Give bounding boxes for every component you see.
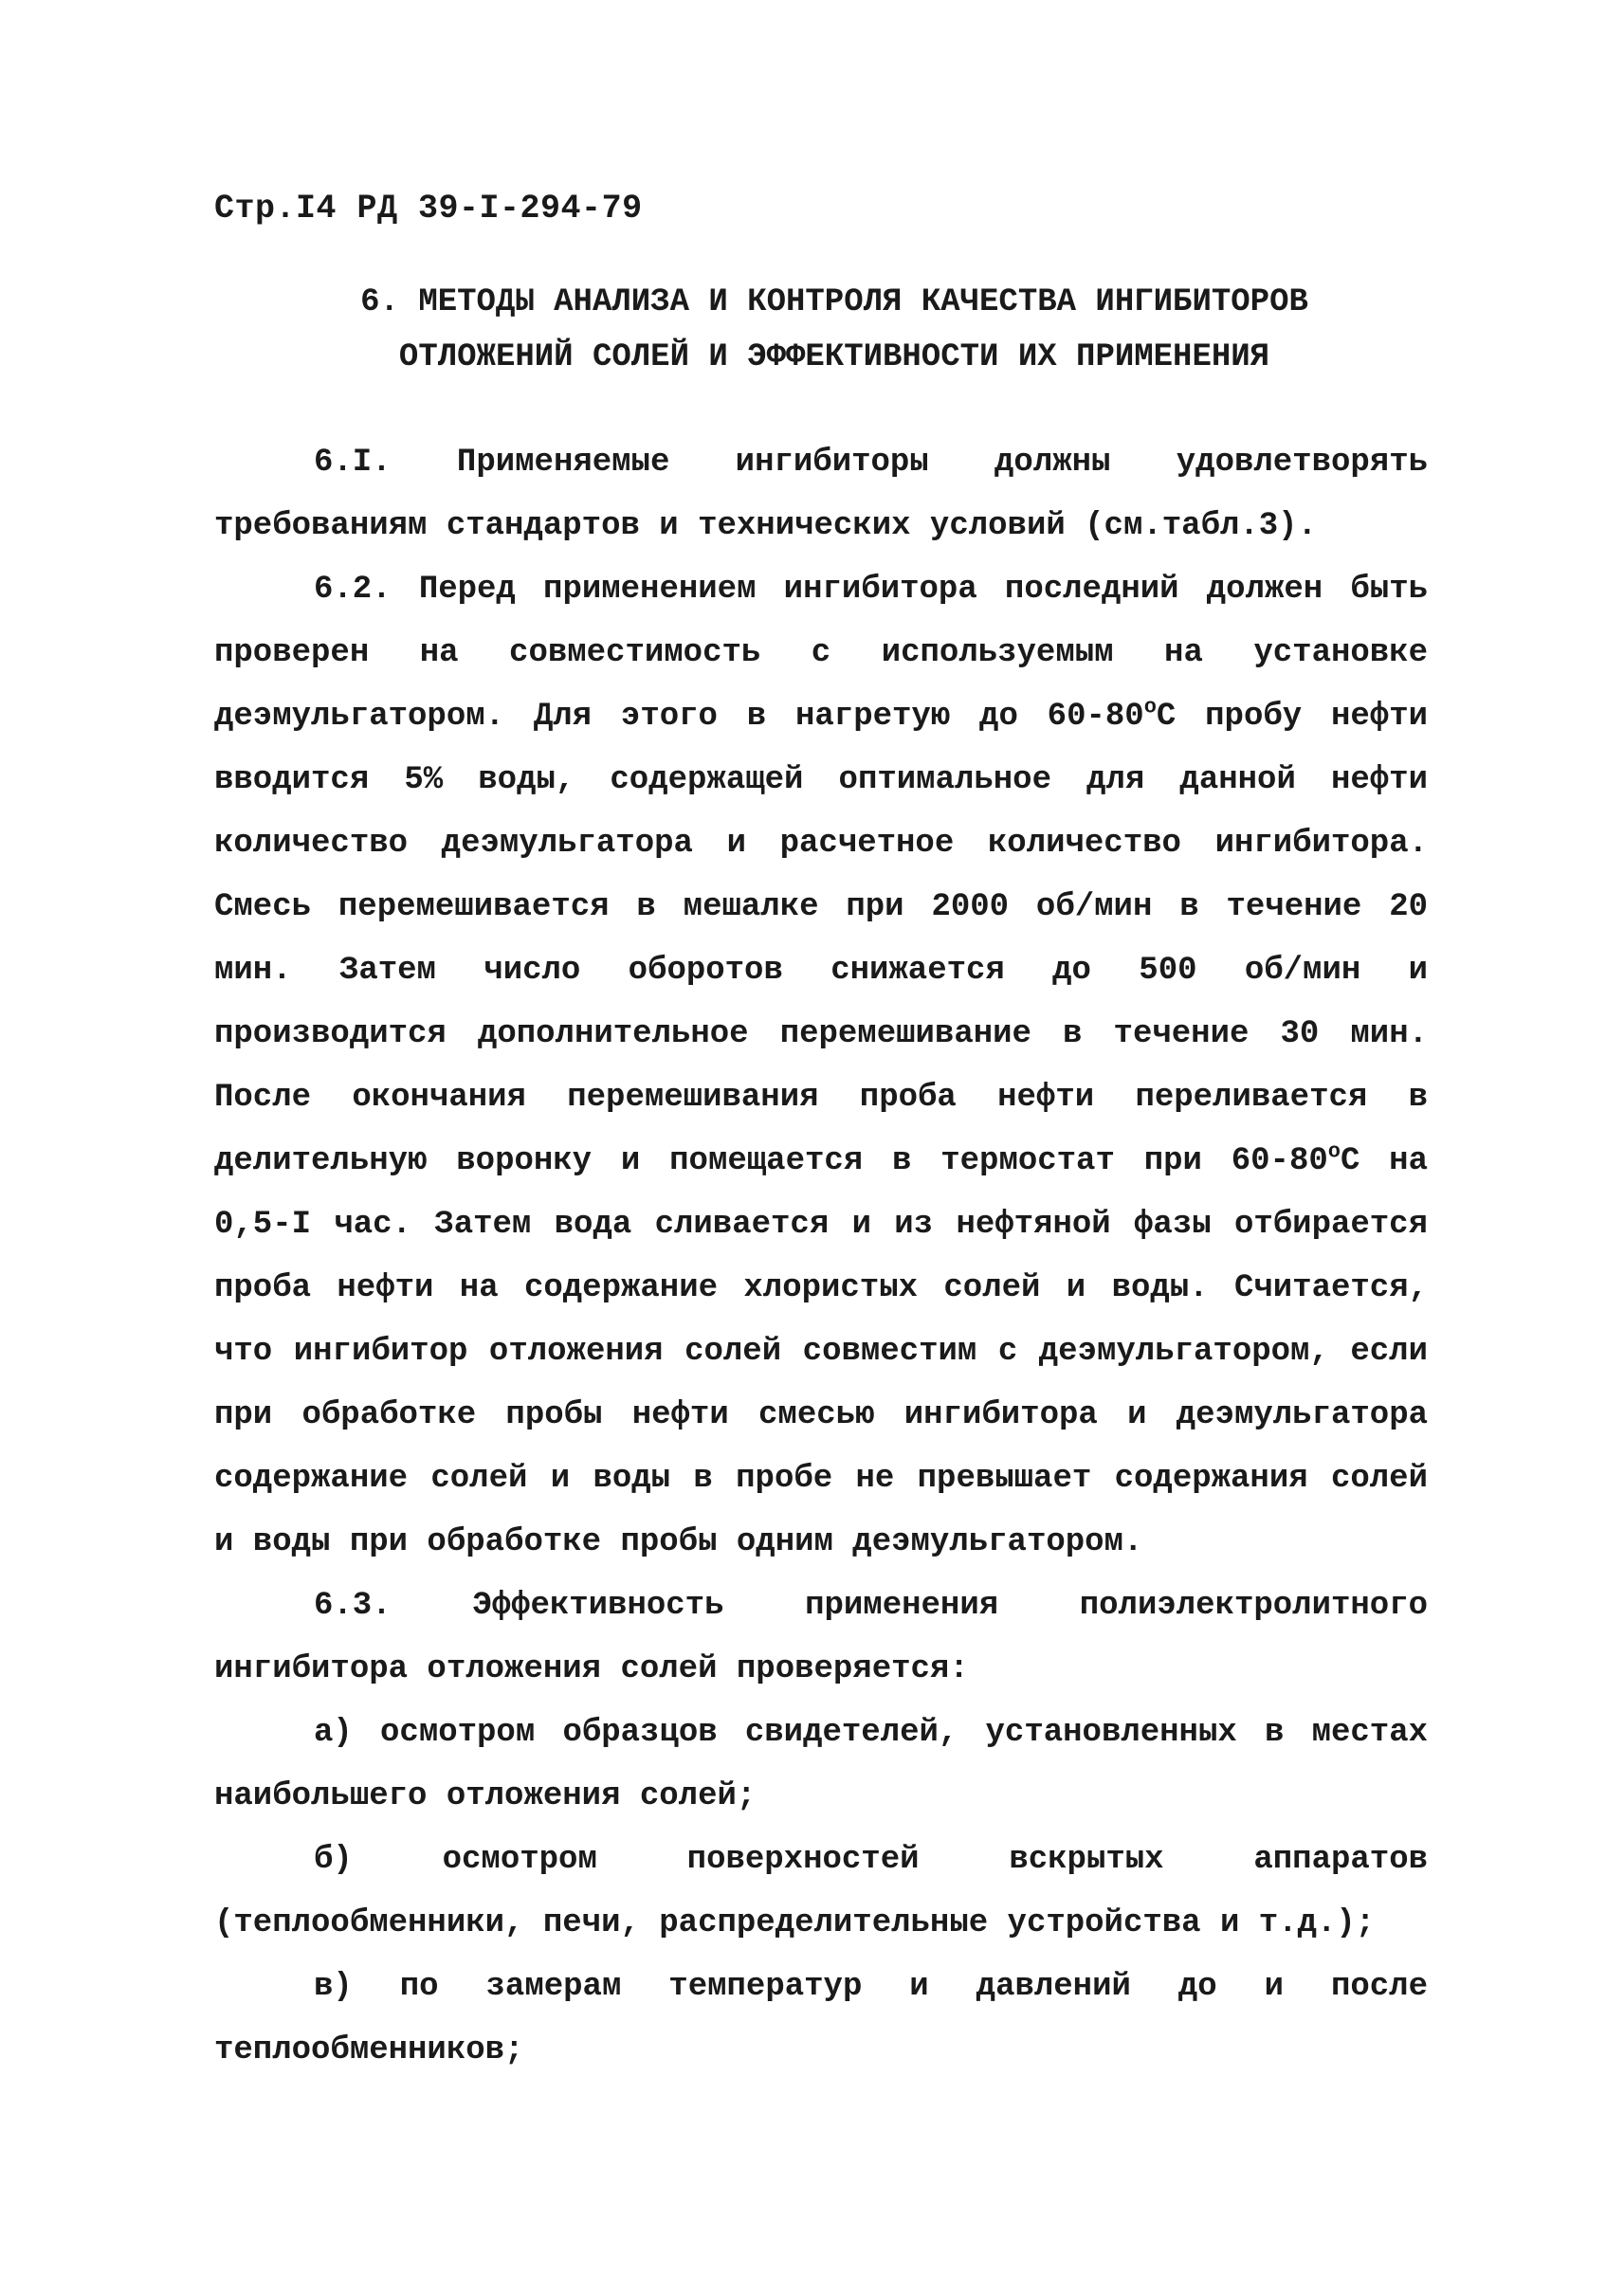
paragraph-6-3: 6.3. Эффективность применения полиэлектролитного ингибитора отложения солей проверяется: bbox=[214, 1588, 1428, 1687]
page-header: Стр.I4 РД 39-I-294-79 bbox=[214, 190, 643, 228]
paragraph-6-1: 6.I. Применяемые ингибиторы должны удовлетворять требованиям стандартов и технических условий (см.табл.3). bbox=[214, 445, 1428, 544]
list-item-b: б) осмотром поверхностей вскрытых аппаратов (теплообменники, печи, распределительные устройства и т.д.); bbox=[214, 1842, 1428, 1941]
list-item-a: а) осмотром образцов свидетелей, установленных в местах наибольшего отложения солей; bbox=[214, 1715, 1428, 1814]
paragraph-6-2-part-3: С на 0,5-I час. Затем вода сливается и из нефтяной фазы отбирается проба нефти на содержание хлористых солей и воды. Считается, что ингибитор отложения солей совместим с деэмульгатором, если при обработке пробы нефти смесью ингибитора и деэмульгатора содержание солей и воды в пробе не превышает содержания солей и воды при обработке пробы одним деэмульгатором. bbox=[214, 1143, 1428, 1560]
list-item-v: в) по замерам температур и давлений до и после теплообменников; bbox=[214, 1969, 1428, 2068]
section-title bbox=[284, 275, 1384, 385]
section-title-line-1: 6. МЕТОДЫ АНАЛИЗА И КОНТРОЛЯ КАЧЕСТВА ИНГИБИТОРОВ bbox=[360, 284, 1308, 320]
paragraph-6-2 bbox=[214, 558, 1428, 1575]
section-title-line-2: ОТЛОЖЕНИЙ СОЛЕЙ И ЭФФЕКТИВНОСТИ ИХ ПРИМЕНЕНИЯ bbox=[398, 339, 1270, 375]
degree-sup-1: o bbox=[1143, 695, 1157, 719]
document-body bbox=[214, 431, 1428, 2083]
degree-sup-2: o bbox=[1327, 1139, 1341, 1164]
paragraph-6-2-part-1: 6.2. Перед применением ингибитора последний должен быть проверен на совместимость с используемым на установке деэмульгатором. Для этого в нагретую до 60-80 bbox=[214, 572, 1428, 735]
paragraph-6-2-part-2: С пробу нефти вводится 5% воды, содержащей оптимальное для данной нефти количество деэмульгатора и расчетное количество ингибитора. Смесь перемешивается в мешалке при 2000 об/мин в течение 20 мин. Затем число оборотов снижается до 500 об/мин и производится дополнительное перемешивание в течение 30 мин. После окончания перемешивания проба нефти переливается в делительную воронку и помещается в термостат при 60-80 bbox=[214, 699, 1428, 1179]
